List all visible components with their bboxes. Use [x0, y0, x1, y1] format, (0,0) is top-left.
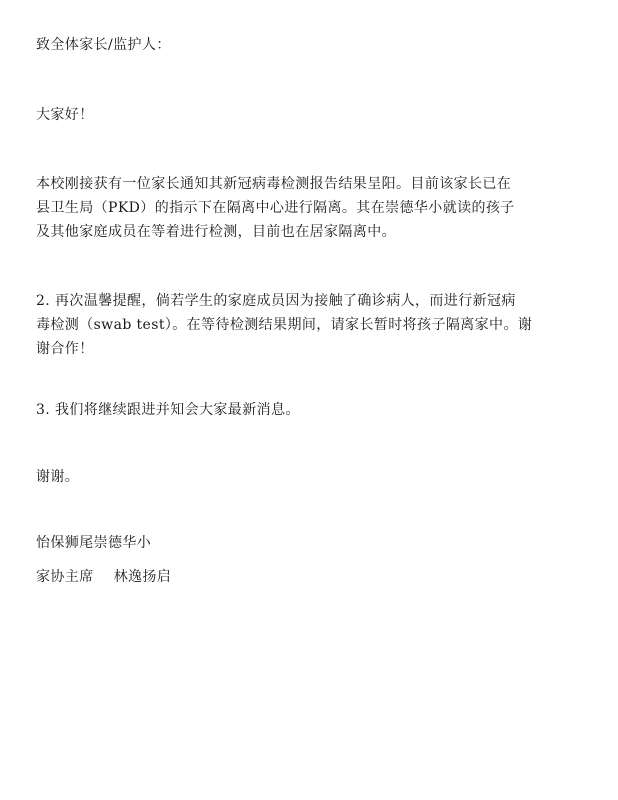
paragraph-1-line-2: 县卫生局（PKD）的指示下在隔离中心进行隔离。其在崇德华小就读的孩子 [36, 200, 515, 216]
paragraph-3: 3. 我们将继续跟进并知会大家最新消息。 [36, 402, 300, 418]
paragraph-2-line-2: 毒检测（swab test）。在等待检测结果期间，请家长暂时将孩子隔离家中。谢 [36, 317, 533, 333]
signature-title: 家协主席 [36, 569, 94, 585]
paragraph-1-line-1: 本校刚接获有一位家长通知其新冠病毒检测报告结果呈阳。目前该家长已在 [36, 176, 512, 192]
signature-line [36, 567, 171, 587]
greeting: 大家好！ [36, 107, 94, 123]
paragraph-1-line-3: 及其他家庭成员在等着进行检测，目前也在居家隔离中。 [36, 224, 396, 240]
signature-name: 林逸扬启 [113, 569, 172, 585]
thanks: 谢谢。 [36, 469, 80, 485]
paragraph-2-line-3: 谢合作！ [36, 341, 94, 357]
salutation: 致全体家长/监护人： [36, 37, 171, 53]
signature-school: 怡保狮尾崇德华小 [36, 535, 152, 551]
paragraph-2-line-1: 2. 再次温馨提醒，倘若学生的家庭成员因为接触了确诊病人，而进行新冠病 [36, 293, 516, 309]
